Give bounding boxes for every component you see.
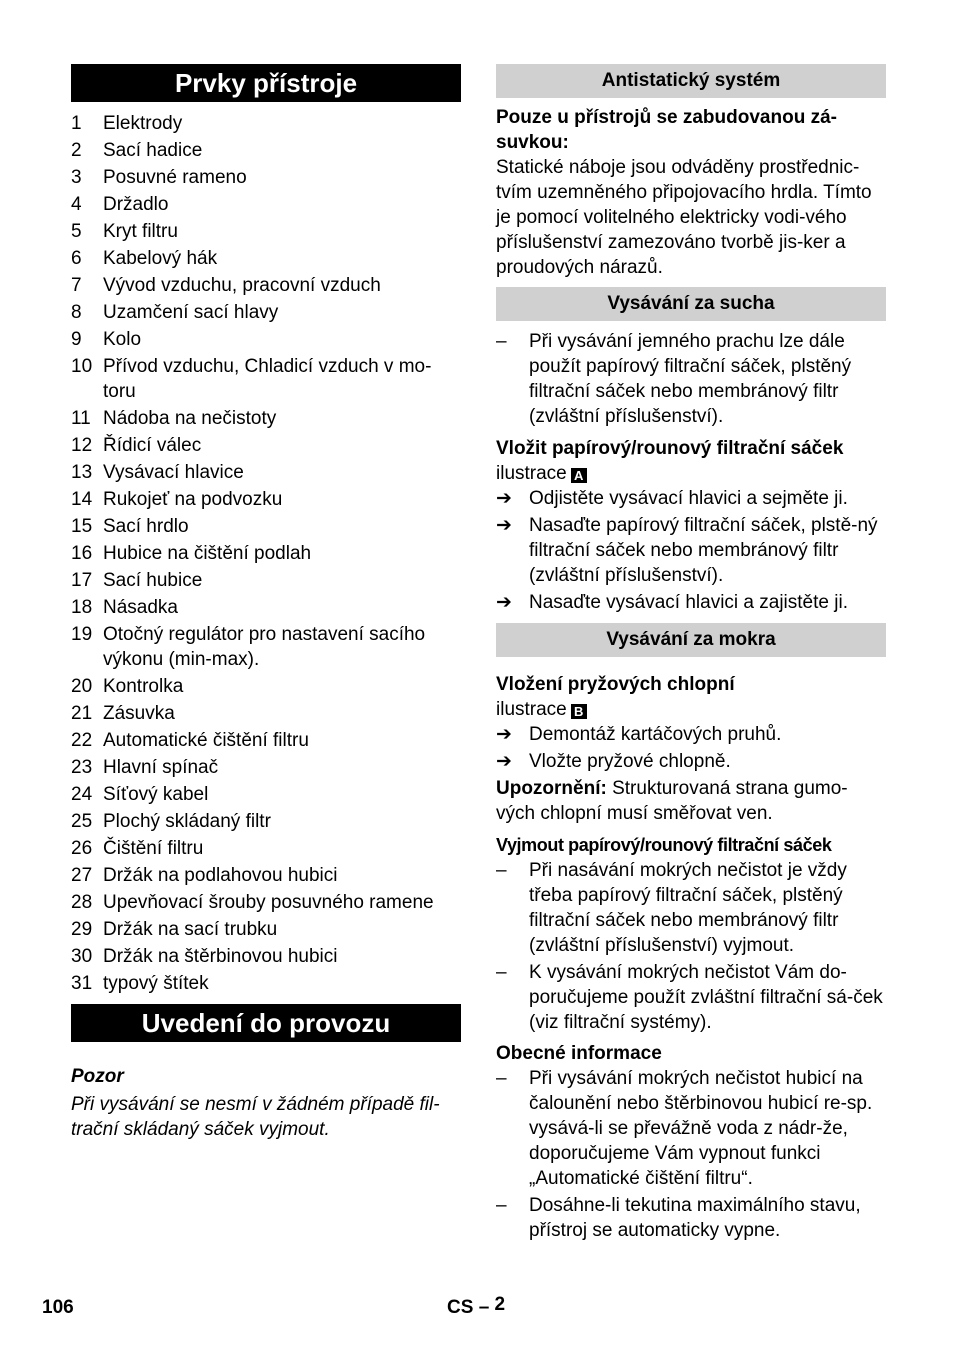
section-page: 2 [494, 1294, 506, 1315]
insert-bag-steps [496, 486, 886, 615]
step-item-text: Vložte pryžové chlopně. [529, 751, 731, 772]
part-label: Čištění filtru [103, 838, 204, 859]
part-label: Sací hrdlo [103, 516, 189, 537]
notice-paragraph [496, 776, 886, 826]
arrow-icon: ➔ [496, 724, 512, 745]
part-item [71, 863, 461, 888]
part-label: Plochý skládaný filtr [103, 811, 271, 832]
part-number: 29 [71, 919, 93, 940]
notice-label: Upozornění: [496, 778, 607, 799]
part-item [71, 809, 461, 834]
rubber-lips-steps [496, 722, 886, 774]
part-number: 6 [71, 248, 82, 269]
part-label: Hubice na čištění podlah [103, 543, 312, 564]
part-label: Držák na štěrbinovou hubici [103, 946, 338, 967]
part-label: typový štítek [103, 973, 209, 994]
step-item-text: Nasaďte vysávací hlavici a zajistěte ji. [529, 592, 848, 613]
part-label: Síťový kabel [103, 784, 209, 805]
part-item [71, 890, 461, 915]
step-item [496, 590, 886, 615]
part-item [71, 433, 461, 458]
part-label: Posuvné rameno [103, 167, 247, 188]
part-label: Hlavní spínač [103, 757, 219, 778]
part-item [71, 138, 461, 163]
dash-item [496, 1193, 886, 1243]
antistatic-text: Statické náboje jsou odváděny prostřednic-tvím uzemněného připojovacího hrdla. Tímto je pomocí volitelného elektricky vodi-vého příslušenství zamezováno tvorbě jis-ker a proudových nárazů. [496, 157, 872, 278]
part-item [71, 755, 461, 780]
part-number: 12 [71, 435, 93, 456]
general-info-heading: Obecné informace [496, 1043, 662, 1064]
page-number: 106 [42, 1297, 74, 1318]
part-number: 13 [71, 462, 93, 483]
illustration-label: ilustrace [496, 463, 567, 484]
part-number: 14 [71, 489, 93, 510]
part-label: Uzamčení sací hlavy [103, 302, 279, 323]
dash-item-text: Dosáhne-li tekutina maximálního stavu, přístroj se automaticky vypne. [529, 1195, 861, 1241]
part-label: Nádoba na nečistoty [103, 408, 277, 429]
illustration-a-badge: A [571, 468, 587, 483]
part-label: Držadlo [103, 194, 169, 215]
part-label: Sací hadice [103, 140, 203, 161]
part-number: 3 [71, 167, 82, 188]
illustration-b-badge: B [571, 704, 587, 719]
rubber-lips-heading: Vložení pryžových chlopní [496, 674, 735, 695]
antistatic-subheading: Pouze u přístrojů se zabudovanou zá-suvkou: [496, 107, 837, 153]
step-item-text: Odjistěte vysávací hlavici a sejměte ji. [529, 488, 848, 509]
illustration-label: ilustrace [496, 699, 567, 720]
language-label: CS [447, 1297, 474, 1318]
part-item [71, 327, 461, 352]
part-label: Kontrolka [103, 676, 184, 697]
dash-icon: – [496, 1195, 507, 1216]
part-item [71, 111, 461, 136]
part-number: 22 [71, 730, 93, 751]
part-number: 18 [71, 597, 93, 618]
dash-icon: – [496, 1068, 507, 1089]
part-number: 28 [71, 892, 93, 913]
part-item [71, 836, 461, 861]
illustration-ref-a [496, 461, 886, 486]
part-item [71, 460, 461, 485]
part-item [71, 595, 461, 620]
dash-item-text: Při nasávání mokrých nečistot je vždy třeba papírový filtrační sáček, plstěný filtrační sáček nebo membránový filtr (zvláštní příslušenství) vyjmout. [529, 860, 847, 956]
illustration-ref-b [496, 697, 886, 722]
part-item [71, 944, 461, 969]
language-separator: – [478, 1297, 490, 1318]
right-column [496, 64, 886, 1245]
part-item [71, 246, 461, 271]
part-number: 10 [71, 356, 93, 377]
dash-icon: – [496, 860, 507, 881]
remove-bag-heading: Vyjmout papírový/rounový filtrační sáček [496, 835, 832, 855]
part-number: 16 [71, 543, 93, 564]
part-number: 1 [71, 113, 82, 134]
part-label: Rukojeť na podvozku [103, 489, 283, 510]
part-item [71, 514, 461, 539]
part-number: 7 [71, 275, 82, 296]
part-item [71, 541, 461, 566]
dash-item-text: Při vysávání jemného prachu lze dále použít papírový filtrační sáček, plstěný filtrační sáček nebo membránový filtr (zvláštní příslušenství). [529, 331, 852, 427]
step-item [496, 722, 886, 747]
part-item [71, 192, 461, 217]
step-item [496, 513, 886, 588]
caution-title: Pozor [71, 1066, 124, 1087]
left-column [71, 64, 461, 1142]
arrow-icon: ➔ [496, 592, 512, 613]
notice-text: Strukturovaná strana gumo-vých chlopní musí směřovat ven. [496, 778, 848, 824]
part-label: Elektrody [103, 113, 183, 134]
part-item [71, 701, 461, 726]
part-number: 24 [71, 784, 93, 805]
part-label: Držák na sací trubku [103, 919, 278, 940]
part-item [71, 728, 461, 753]
step-item-text: Nasaďte papírový filtrační sáček, plstě-ný filtrační sáček nebo membránový filtr (zvláštní příslušenství). [529, 515, 878, 586]
dash-item [496, 858, 886, 958]
part-label: Vysávací hlavice [103, 462, 244, 483]
dry-vacuuming-list [496, 329, 886, 429]
part-item [71, 674, 461, 699]
part-label: Vývod vzduchu, pracovní vzduch [103, 275, 381, 296]
heading-antistatic: Antistatický systém [496, 64, 886, 98]
part-item [71, 971, 461, 996]
part-item [71, 487, 461, 512]
part-number: 17 [71, 570, 93, 591]
dash-item-text: Při vysávání mokrých nečistot hubicí na čalounění nebo štěrbinovou hubicí re-sp. vysává-li se převážně voda z nádr-že, doporučujeme Vám vypnout funkci „Automatické čištění filtru“. [529, 1068, 873, 1189]
part-number: 23 [71, 757, 93, 778]
language-code [447, 1294, 506, 1319]
step-item [496, 749, 886, 774]
part-number: 19 [71, 624, 93, 645]
part-number: 2 [71, 140, 82, 161]
dash-icon: – [496, 331, 507, 352]
part-label: Řídicí válec [103, 435, 202, 456]
dash-item [496, 329, 886, 429]
part-item [71, 917, 461, 942]
dash-item [496, 960, 886, 1035]
arrow-icon: ➔ [496, 751, 512, 772]
part-number: 27 [71, 865, 93, 886]
dash-item-text: K vysávání mokrých nečistot Vám do-poručujeme použít zvláštní filtrační sá-ček (viz filtrační systémy). [529, 962, 883, 1033]
part-label: Násadka [103, 597, 178, 618]
part-number: 8 [71, 302, 82, 323]
part-item [71, 165, 461, 190]
part-label: Automatické čištění filtru [103, 730, 309, 751]
part-label: Kryt filtru [103, 221, 178, 242]
part-number: 4 [71, 194, 82, 215]
part-label: Kabelový hák [103, 248, 218, 269]
heading-dry-vacuuming: Vysávání za sucha [496, 287, 886, 321]
dash-item [496, 1066, 886, 1191]
part-label: Zásuvka [103, 703, 175, 724]
part-item [71, 219, 461, 244]
step-item [496, 486, 886, 511]
general-info-list [496, 1066, 886, 1243]
heading-device-parts: Prvky přístroje [71, 64, 461, 102]
part-number: 31 [71, 973, 93, 994]
part-item [71, 622, 461, 672]
part-item [71, 354, 461, 404]
part-item [71, 406, 461, 431]
arrow-icon: ➔ [496, 515, 512, 536]
arrow-icon: ➔ [496, 488, 512, 509]
parts-list [71, 111, 461, 996]
part-label: Otočný regulátor pro nastavení sacího výkonu (min-max). [103, 624, 426, 670]
remove-bag-list [496, 858, 886, 1035]
part-label: Upevňovací šrouby posuvného ramene [103, 892, 434, 913]
part-number: 30 [71, 946, 93, 967]
part-label: Přívod vzduchu, Chladicí vzduch v mo-toru [103, 356, 432, 402]
part-item [71, 300, 461, 325]
step-item-text: Demontáž kartáčových pruhů. [529, 724, 782, 745]
part-label: Sací hubice [103, 570, 203, 591]
caution-text: Při vysávání se nesmí v žádném případě fil-trační skládaný sáček vyjmout. [71, 1094, 440, 1140]
insert-bag-heading: Vložit papírový/rounový filtrační sáček [496, 438, 844, 459]
part-number: 11 [71, 408, 91, 429]
part-label: Držák na podlahovou hubici [103, 865, 338, 886]
part-item [71, 782, 461, 807]
part-item [71, 273, 461, 298]
part-number: 20 [71, 676, 93, 697]
heading-wet-vacuuming: Vysávání za mokra [496, 623, 886, 657]
part-number: 26 [71, 838, 93, 859]
part-number: 25 [71, 811, 93, 832]
part-number: 21 [71, 703, 93, 724]
part-number: 5 [71, 221, 82, 242]
heading-startup: Uvedení do provozu [71, 1004, 461, 1042]
part-number: 9 [71, 329, 82, 350]
dash-icon: – [496, 962, 507, 983]
part-number: 15 [71, 516, 93, 537]
part-label: Kolo [103, 329, 142, 350]
part-item [71, 568, 461, 593]
